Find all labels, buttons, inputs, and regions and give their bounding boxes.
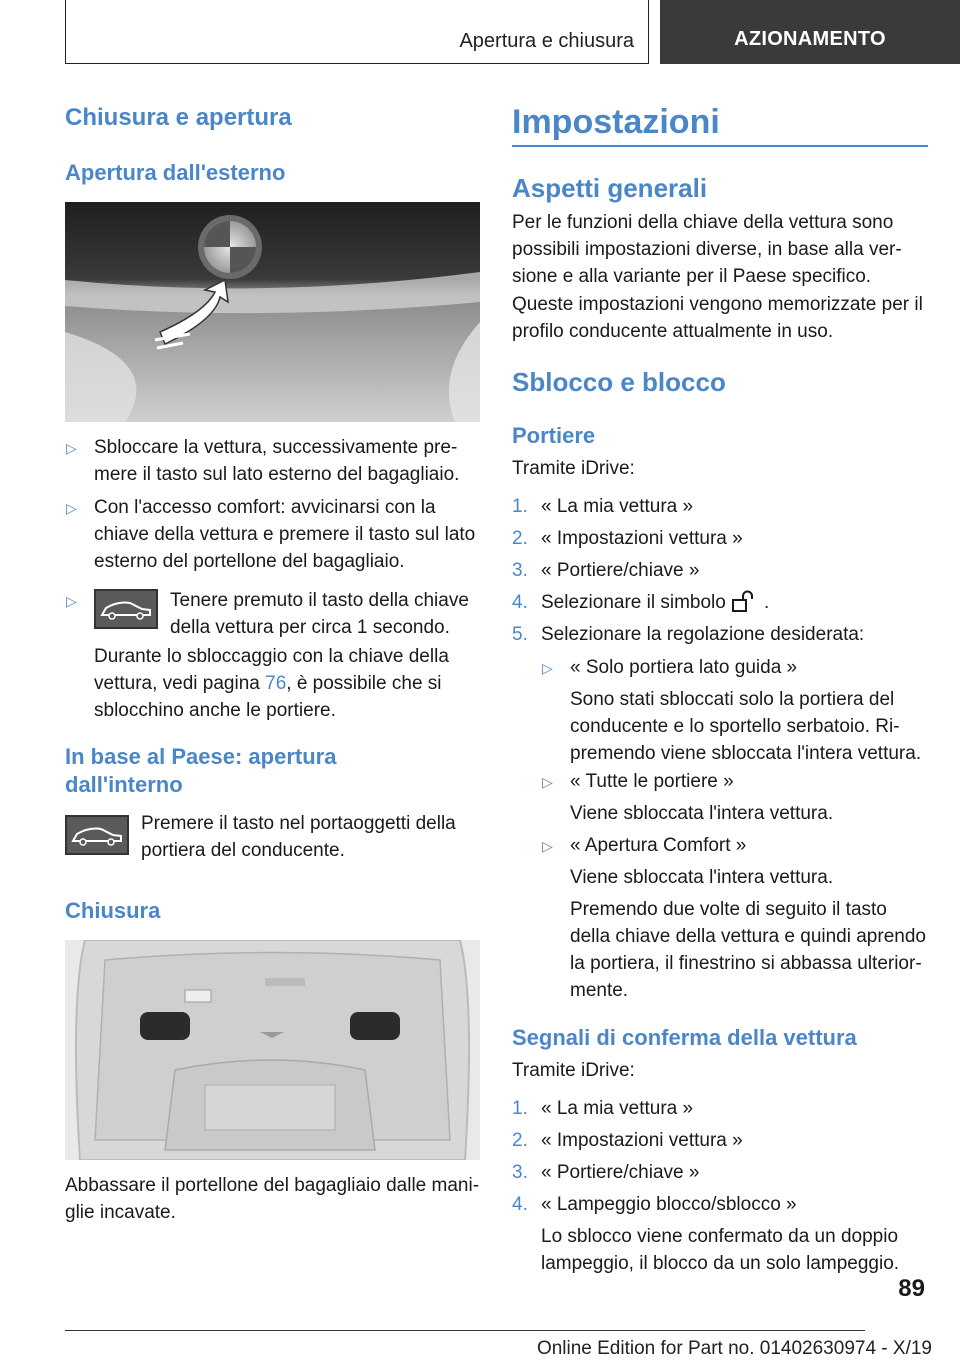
step-number: 4. bbox=[512, 1194, 528, 1215]
title-underline bbox=[512, 145, 928, 147]
option2-label: « Tutte le portiere » bbox=[570, 771, 734, 792]
step-number: 3. bbox=[512, 1162, 528, 1183]
step2-text: « Impostazioni vettura » bbox=[541, 528, 743, 549]
step-number: 1. bbox=[512, 496, 528, 517]
option2-desc: Viene sbloccata l'intera vettura. bbox=[570, 803, 834, 824]
tramite-idrive-2: Tramite iDrive: bbox=[512, 1060, 635, 1081]
footer-edition: Online Edition for Part no. 01402630974 - X/19 bbox=[536, 1338, 932, 1359]
car-key-trunk-icon bbox=[94, 589, 158, 629]
option1-desc: Sono stati sbloccati solo la portiera del conducente e lo sportello serbatoio. Ri- premendo viene sbloccata l'intera vettura. bbox=[570, 689, 922, 764]
subsection-segnali-conferma: Segnali di conferma della vettura bbox=[512, 1025, 857, 1050]
step5-text: Selezionare la regolazione desiderata: bbox=[541, 624, 865, 645]
trunk-lid-inside-photo bbox=[65, 940, 480, 1160]
step1-text: « La mia vettura » bbox=[541, 496, 694, 517]
bullet3-text: Tenere premuto il tasto della chiave della vettura per circa 1 secondo. bbox=[170, 590, 469, 638]
step4-text: Selezionare il simbolo bbox=[541, 592, 726, 613]
option3-extra: Premendo due volte di seguito il tasto della chiave della vettura e quindi aprendo la portiera, il finestrino si abbassa ulterior- mente. bbox=[570, 899, 926, 1001]
car-key-trunk-icon bbox=[65, 815, 129, 855]
page-link-76[interactable]: 76 bbox=[265, 673, 287, 694]
footer-divider bbox=[65, 1330, 865, 1331]
step-number: 3. bbox=[512, 560, 528, 581]
trunk-button-photo bbox=[65, 202, 480, 422]
bullet2-text: Con l'accesso comfort: avvicinarsi con la chiave della vettura e premere il tasto sul lato esterno del portellone del bagagliaio. bbox=[94, 497, 476, 572]
step-number: 1. bbox=[512, 1098, 528, 1119]
step2-1-text: « La mia vettura » bbox=[541, 1098, 694, 1119]
subsection-apertura-interno: In base al Paese: apertura dall'interno bbox=[65, 744, 337, 797]
option1-label: « Solo portiera lato guida » bbox=[570, 657, 798, 678]
bullet3-paragraph: Durante lo sbloccaggio con la chiave della vettura, vedi pagina 76, è possibile che si sblocchino anche le portiere. bbox=[94, 646, 449, 721]
step2-4-text: « Lampeggio blocco/sblocco » bbox=[541, 1194, 797, 1215]
step4-end: . bbox=[764, 592, 770, 613]
header-section-title: Apertura e chiusura bbox=[459, 30, 634, 52]
chapter-label: AZIONAMENTO bbox=[734, 27, 886, 50]
header-chapter-tab bbox=[660, 0, 960, 64]
section-title-chiusura: Chiusura e apertura bbox=[65, 104, 292, 131]
section-title-impostazioni: Impostazioni bbox=[512, 103, 720, 141]
bullet-triangle-icon: ▷ bbox=[66, 440, 77, 456]
subsection-chiusura: Chiusura bbox=[65, 898, 161, 923]
bullet-triangle-icon: ▷ bbox=[66, 500, 77, 516]
unlock-icon bbox=[731, 590, 757, 614]
subsection-sblocco-blocco: Sblocco e blocco bbox=[512, 367, 726, 397]
page-number: 89 bbox=[898, 1275, 925, 1302]
step3-text: « Portiere/chiave » bbox=[541, 560, 700, 581]
tramite-idrive-1: Tramite iDrive: bbox=[512, 458, 635, 479]
bullet1-text: Sbloccare la vettura, successivamente pre- mere il tasto sul lato esterno del bagagliaio. bbox=[94, 437, 460, 485]
bullet-triangle-icon: ▷ bbox=[542, 774, 553, 790]
bullet-triangle-icon: ▷ bbox=[542, 660, 553, 676]
step-number: 4. bbox=[512, 592, 528, 613]
step2-4-desc: Lo sblocco viene confermato da un doppio lampeggio, il blocco da un solo lampeggio. bbox=[541, 1226, 900, 1274]
bullet-triangle-icon: ▷ bbox=[66, 593, 77, 609]
option3-label: « Apertura Comfort » bbox=[570, 835, 747, 856]
close-text: Abbassare il portellone del bagagliaio dalle mani- glie incavate. bbox=[65, 1175, 480, 1223]
general-paragraph-2: Queste impostazioni vengono memorizzate per il profilo conducente attualmente in uso. bbox=[512, 294, 923, 342]
step2-2-text: « Impostazioni vettura » bbox=[541, 1130, 743, 1151]
step-number: 2. bbox=[512, 1130, 528, 1151]
option3-desc: Viene sbloccata l'intera vettura. bbox=[570, 867, 834, 888]
bullet-triangle-icon: ▷ bbox=[542, 838, 553, 854]
step-number: 5. bbox=[512, 624, 528, 645]
subsection-apertura-esterno: Apertura dall'esterno bbox=[65, 160, 286, 185]
general-paragraph-1: Per le funzioni della chiave della vettura sono possibili impostazioni diverse, in base alla ver- sione e alla variante per il Paese specifico. bbox=[512, 212, 902, 287]
subsection-portiere: Portiere bbox=[512, 423, 596, 448]
step2-3-text: « Portiere/chiave » bbox=[541, 1162, 700, 1183]
subsection-aspetti-generali: Aspetti generali bbox=[512, 173, 708, 203]
inside-text: Premere il tasto nel portaoggetti della portiera del conducente. bbox=[141, 813, 456, 861]
step-number: 2. bbox=[512, 528, 528, 549]
